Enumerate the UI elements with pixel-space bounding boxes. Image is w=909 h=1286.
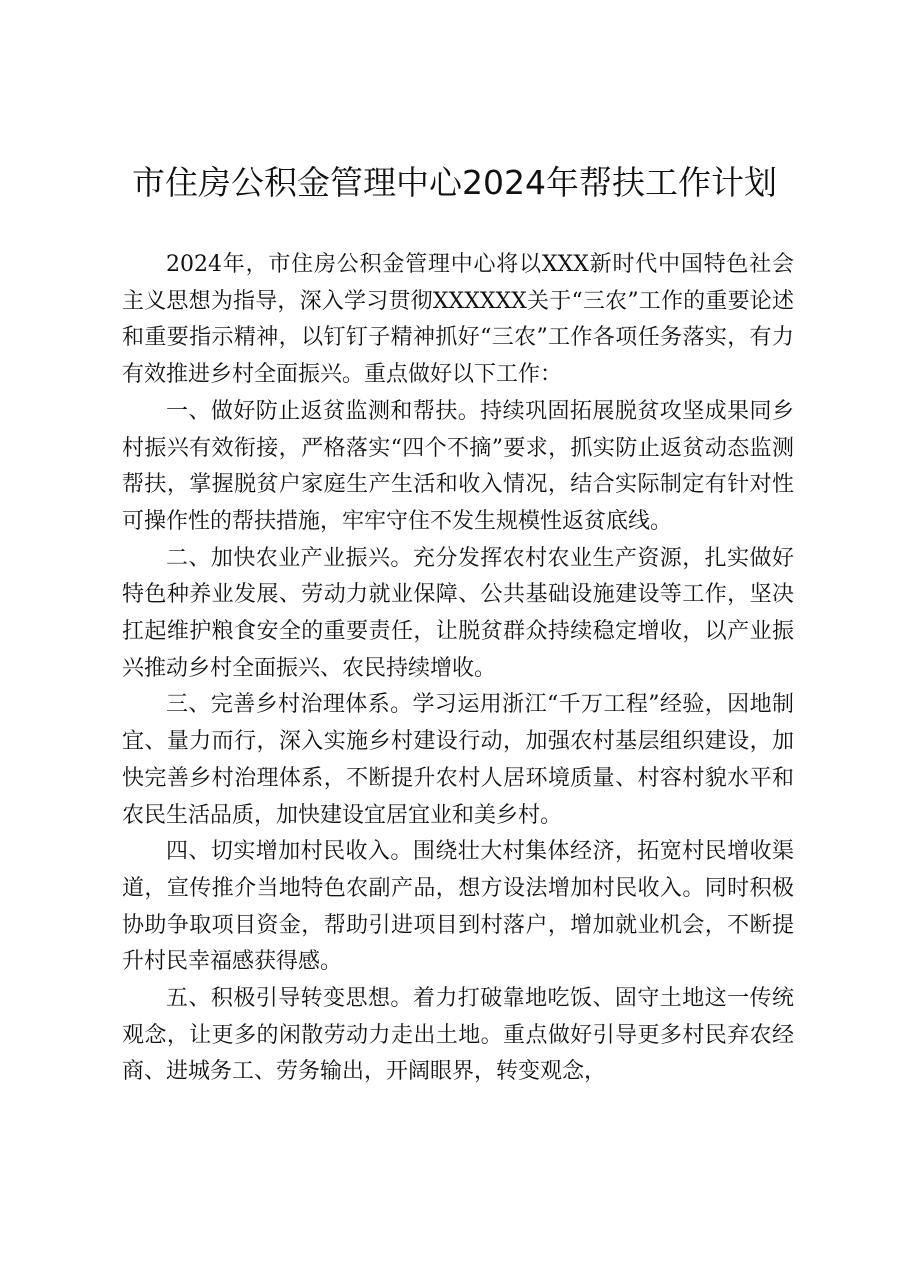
section-paragraph-3 [122,687,794,834]
section-heading-5: 五、积极引导转变思想。 [166,986,413,1012]
section-paragraph-5 [122,981,794,1091]
section-heading-2: 二、加快农业产业振兴。 [166,545,413,571]
section-text-4: 围绕壮大村集体经济，拓宽村民增收渠道，宣传推介当地特色农副产品，想方设法增加村民收入。同时积极协助争取项目资金，帮助引进项目到村落户，增加就业机会，不断提升村民幸福感获得感。 [122,839,794,975]
section-heading-4: 四、切实增加村民收入。 [166,839,413,865]
document-title: 市住房公积金管理中心2024年帮扶工作计划 [132,163,777,202]
section-heading-3: 三、完善乡村治理体系。 [166,692,413,718]
section-heading-1: 一、做好防止返贫监测和帮扶。 [166,398,481,424]
section-text-3: 学习运用浙江“千万工程”经验，因地制宜、量力而行，深入实施乡村建设行动，加强农村基层组织建设，加快完善乡村治理体系，不断提升农村人居环境质量、村容村貌水平和农民生活品质，加快建设宜居宜业和美乡村。 [122,692,794,828]
section-paragraph-2 [122,541,794,688]
section-text-2: 充分发挥农村农业生产资源，扎实做好特色种养业发展、劳动力就业保障、公共基础设施建设等工作，坚决扛起维护粮食安全的重要责任，让脱贫群众持续稳定增收，以产业振兴推动乡村全面振兴、农民持续增收。 [122,545,794,681]
section-text-5: 着力打破靠地吃饭、固守土地这一传统观念，让更多的闲散劳动力走出土地。重点做好引导更多村民弃农经商、进城务工、劳务输出，开阔眼界，转变观念， [122,986,794,1085]
section-text-1: 持续巩固拓展脱贫攻坚成果同乡村振兴有效衔接，严格落实“四个不摘”要求，抓实防止返贫动态监测帮扶，掌握脱贫户家庭生产生活和收入情况，结合实际制定有针对性可操作性的帮扶措施，牢牢守住不发生规模性返贫底线。 [122,398,794,534]
section-paragraph-4 [122,834,794,981]
document-body [122,247,794,1091]
intro-paragraph: 2024年，市住房公积金管理中心将以XXX新时代中国特色社会主义思想为指导，深入学习贯彻XXXXXX关于“三农”工作的重要论述和重要指示精神，以钉钉子精神抓好“三农”工作各项任务落实，有力有效推进乡村全面振兴。重点做好以下工作： [122,252,794,388]
section-paragraph-1 [122,394,794,541]
